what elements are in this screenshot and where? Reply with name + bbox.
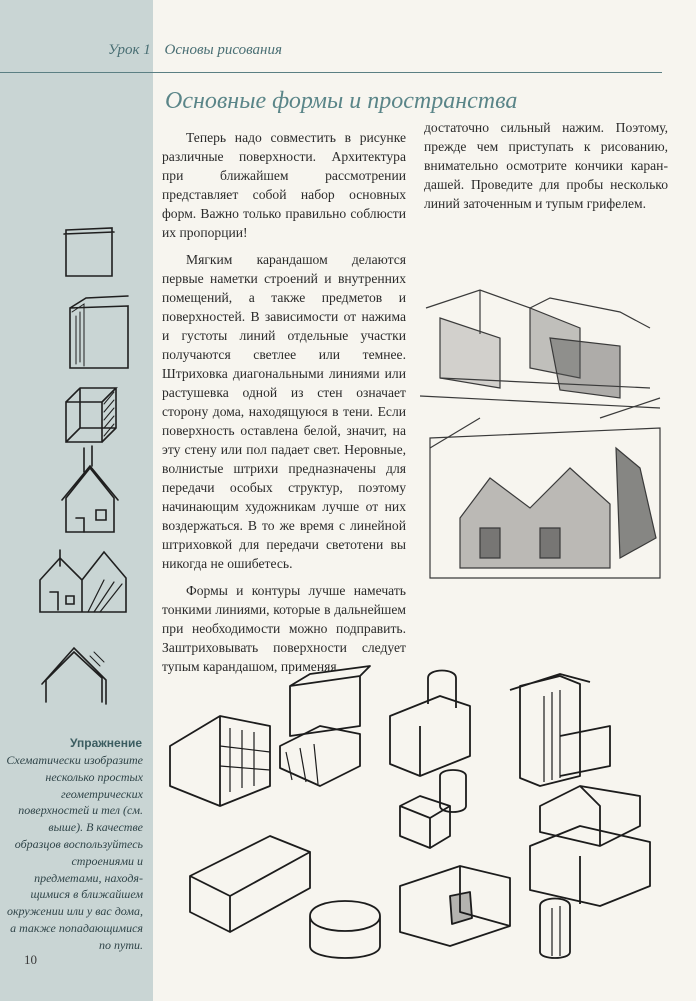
header-rule [0,72,662,73]
paragraph: Мягким карандашом делаются первые наметки строений и внутренних помещений, а также предметов и поверхностей. В зависимости от нажима и густоты линий отдельные участки получаются светлее или темнее. Штриховка диагональными линиями или растушевка одной из стен означает сторону дома, находящуюся в тени. Если поверхность оставлена белой, значит, на эту стену или пол падает свет. Неровные, волнистые штрихи предназначены для передачи особых структур, поэтому начинающим художникам лучше от них воздержаться. В то же время с линейной штриховкой для передачи светотени вы никогда не ошибетесь. [162,252,406,571]
ink-sketch-geometric-bodies [160,656,670,966]
page-title: Основные формы и пространства [165,88,518,114]
paragraph: Формы и контуры лучше намечать тонкими линиями, которые в дальнейшем при необходимости можно подправить. Заштриховывать поверхности следует тупым карандашом, применяя [162,583,406,674]
paragraph: Теперь надо совместить в рисунке различные поверхности. Архитектура при ближайшем рассмотрении представляет собой набор основных форм. Важно только правильно соблюсти их пропорции! [162,130,406,240]
paragraph: достаточно сильный нажим. Поэтому, прежде чем приступать к рисованию, внимательно осмотрите кончики карандашей. Проведите для пробы несколько линий заточенным и тупым грифелем. [424,120,668,211]
sidebar-shape-sketches [30,220,150,730]
running-header [108,42,282,59]
page-number: 10 [24,952,37,967]
section-label: Основы рисования [164,42,282,58]
pencil-sketch-buildings [420,278,672,586]
lesson-label: Урок 1 [108,42,151,58]
exercise-text: Схематически изобразите несколько простых геометрических поверхностей и тел (см. выше). В качестве образцов воспользуйтесь строениями и предметами, находящимися в ближайшем окружении или у вас дома, а также попадающимися по пути. [6,753,143,952]
exercise-title: Упражнение [70,736,142,750]
text-column-1 [162,128,406,676]
text-column-2 [424,118,668,213]
